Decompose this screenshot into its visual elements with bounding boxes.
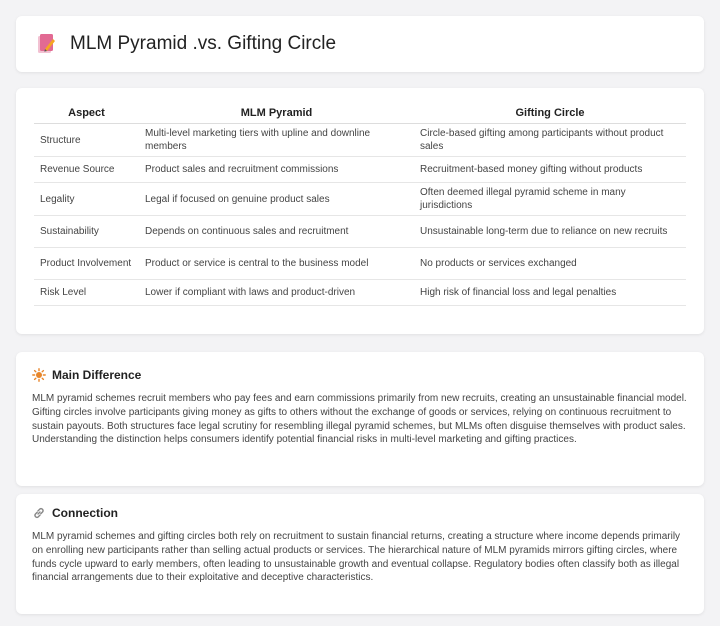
table-cell: Recruitment-based money gifting without products: [414, 157, 686, 183]
table-cell: Lower if compliant with laws and product-driven: [139, 280, 414, 306]
comparison-table: [34, 103, 686, 306]
column-header: Aspect: [34, 103, 139, 124]
connection-text: MLM pyramid schemes and gifting circles both rely on recruitment to sustain financial returns, creating a structure where income depends primarily on enrolling new participants rather than selling actual products or services. The hierarchical nature of MLM pyramids mirrors gifting circles, where funds cycle upward to early members, often leading to unsustainable growth and eventual collapse. Regulatory bodies often classify both as illegal financial arrangements due to their exploitative and deceptive characteristics.: [32, 531, 681, 584]
main-difference-title: Main Difference: [52, 368, 142, 382]
link-icon: [32, 506, 46, 520]
table-header-row: [34, 103, 686, 124]
table-cell: Structure: [34, 124, 139, 157]
table-cell: Circle-based gifting among participants without product sales: [414, 124, 686, 157]
main-difference-heading: [32, 368, 689, 382]
table-row: [34, 183, 686, 216]
table-cell: Risk Level: [34, 280, 139, 306]
table-cell: Often deemed illegal pyramid scheme in many jurisdictions: [414, 183, 686, 216]
table-cell: Product sales and recruitment commissions: [139, 157, 414, 183]
connection-title: Connection: [52, 506, 118, 520]
table-row: [34, 248, 686, 280]
connection-heading: [32, 506, 689, 520]
table-row: [34, 280, 686, 306]
table-cell: Product or service is central to the business model: [139, 248, 414, 280]
page-title: MLM Pyramid .vs. Gifting Circle: [70, 33, 337, 54]
table-row: [34, 124, 686, 157]
table-cell: Unsustainable long-term due to reliance on new recruits: [414, 216, 686, 248]
table-cell: Sustainability: [34, 216, 139, 248]
header-card: [16, 16, 704, 72]
table-cell: Legality: [34, 183, 139, 216]
table-cell: Revenue Source: [34, 157, 139, 183]
main-difference-card: [16, 352, 704, 486]
table-cell: Depends on continuous sales and recruitment: [139, 216, 414, 248]
table-row: [34, 216, 686, 248]
table-cell: Multi-level marketing tiers with upline and downline members: [139, 124, 414, 157]
column-header: MLM Pyramid: [139, 103, 414, 124]
connection-card: [16, 494, 704, 614]
table-cell: No products or services exchanged: [414, 248, 686, 280]
document-icon: [36, 33, 56, 55]
column-header: Gifting Circle: [414, 103, 686, 124]
table-cell: Product Involvement: [34, 248, 139, 280]
table-row: [34, 157, 686, 183]
main-difference-text: MLM pyramid schemes recruit members who pay fees and earn commissions primarily from new recruits, creating an unsustainable financial model. Gifting circles involve participants giving money as gifts to others without the exchange of goods or services, relying on continuous recruitment to sustain payouts. Both structures face legal scrutiny for resembling illegal pyramid schemes, but MLMs often disguise themselves with product sales. Understanding the distinction helps consumers identify potential financial risks in multi-level marketing and gifting practices.: [32, 393, 687, 446]
sun-icon: [32, 368, 46, 382]
table-cell: High risk of financial loss and legal penalties: [414, 280, 686, 306]
table-cell: Legal if focused on genuine product sales: [139, 183, 414, 216]
comparison-table-card: [16, 88, 704, 334]
